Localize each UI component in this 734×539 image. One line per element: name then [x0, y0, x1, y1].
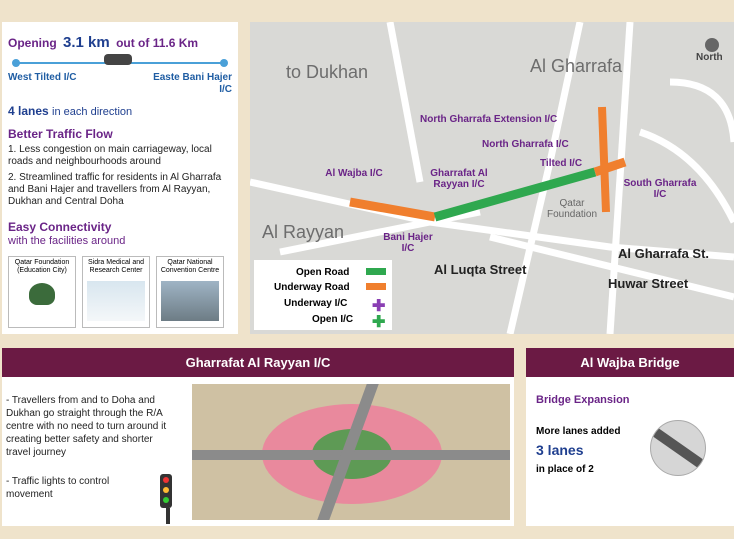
gharrafat-rayyan-panel: [2, 348, 514, 526]
lanes-line: [8, 104, 132, 118]
dukhan-label: to Dukhan: [286, 62, 369, 82]
traffic-light-pole: [166, 508, 170, 524]
facility-label: Qatar National Convention Centre: [160, 259, 220, 274]
legend-open-road-swatch: [366, 268, 386, 275]
west-end-label: West Tilted I/C: [8, 72, 77, 83]
flow-item: 1. Less congestion on main carriageway, local roads and neighbourhoods around: [8, 144, 212, 167]
connectivity-subtitle: with the facilities around: [8, 235, 126, 247]
opening-line: [8, 34, 198, 51]
more-lanes-text: More lanes added: [536, 426, 621, 437]
ic-label-south-gharrafa: South Gharrafa I/C: [623, 178, 697, 200]
huwar-street-label: Huwar Street: [608, 276, 689, 291]
flow-item: 2. Streamlined traffic for residents in Al Gharrafa and Bani Hajer and travellers from Al Rayyan, Dukhan and Central Doha: [8, 172, 222, 207]
qatar-foundation-label: Qatar Foundation: [546, 198, 598, 220]
facility-label: Sidra Medical and Research Center: [87, 259, 145, 274]
facility-card: [82, 256, 150, 328]
legend-underway-ic-label: Underway I/C: [284, 298, 348, 309]
legend-underway-road-label: Underway Road: [274, 282, 350, 293]
facility-card: [8, 256, 76, 328]
north-label: North: [696, 52, 723, 63]
bridge-image: [650, 420, 706, 476]
facility-card: [156, 256, 224, 328]
luqta-street-label: Al Luqta Street: [434, 262, 527, 277]
interchange-render-image: [192, 384, 510, 520]
route-start-dot: [12, 59, 20, 67]
opening-label: Opening: [8, 36, 57, 50]
in-place-text: in place of 2: [536, 464, 594, 475]
east-end-label: Easte Bani Hajer I/C: [153, 72, 232, 95]
legend-underway-road-swatch: [366, 283, 386, 290]
wajba-bridge-panel: [526, 348, 734, 526]
gharrafat-rayyan-text1: - Travellers from and to Doha and Dukhan go straight through the R/A centre with no need to turn around it creating better safety and shorter travel journey: [6, 395, 167, 458]
gharrafat-rayyan-title: Gharrafat Al Rayyan I/C: [2, 348, 514, 377]
route-end-dot: [220, 59, 228, 67]
convention-centre-image: [161, 281, 219, 321]
map-legend: [254, 260, 392, 330]
underway-road-north: [602, 107, 606, 212]
car-icon: [104, 54, 132, 65]
project-info-panel: [2, 22, 238, 334]
bridge-lanes-count: 3 lanes: [536, 442, 584, 458]
ic-label-wajba: Al Wajba I/C: [325, 168, 383, 179]
traffic-light-amber: [163, 487, 169, 493]
ic-label-north-gharrafa-ext: North Gharrafa Extension I/C: [420, 114, 558, 125]
gharrafat-rayyan-text2: - Traffic lights to control movement: [6, 476, 110, 500]
gharrafa-label: Al Gharrafa: [530, 56, 623, 76]
flow-title: Better Traffic Flow: [8, 127, 113, 141]
opening-total: out of 11.6 Km: [116, 36, 199, 50]
bridge-expansion-title: Bridge Expansion: [536, 394, 630, 406]
ic-label-tilted: Tilted I/C: [540, 158, 583, 169]
wajba-bridge-title: Al Wajba Bridge: [526, 348, 734, 377]
gharrafa-street-label: Al Gharrafa St.: [618, 246, 710, 261]
traffic-light-red: [163, 477, 169, 483]
legend-open-road-label: Open Road: [296, 267, 350, 278]
legend-open-ic-label: Open I/C: [312, 314, 354, 325]
ic-label-gharrafat-rayyan: Gharrafat Al Rayyan I/C: [430, 168, 488, 190]
tree-logo-icon: [29, 283, 55, 305]
opening-km: 3.1 km: [63, 34, 110, 51]
traffic-light-green: [163, 497, 169, 503]
legend-underway-ic-icon: ✚: [372, 298, 386, 315]
map-panel: [250, 22, 734, 334]
sidra-building-image: [87, 281, 145, 321]
ic-label-north-gharrafa: North Gharrafa I/C: [482, 139, 569, 150]
ic-label-bani-hajer: Bani Hajer I/C: [383, 232, 433, 254]
connectivity-title: Easy Connectivity: [8, 220, 112, 234]
lanes-count: 4 lanes: [8, 104, 49, 118]
facility-label: Qatar Foundation (Education City): [14, 259, 70, 274]
legend-open-ic-icon: ✚: [372, 314, 386, 331]
lanes-direction: in each direction: [52, 106, 133, 118]
rayyan-label: Al Rayyan: [262, 222, 345, 242]
north-icon: [705, 38, 719, 52]
